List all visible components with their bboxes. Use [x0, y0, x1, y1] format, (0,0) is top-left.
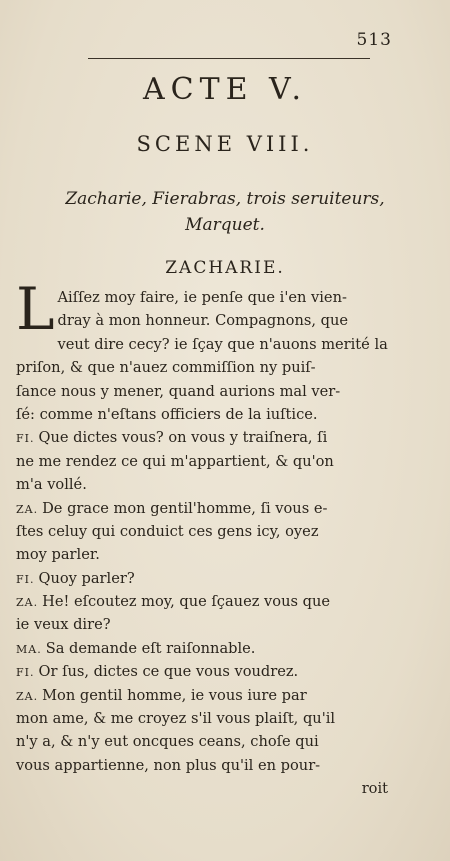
line-text: m'a vollé.: [16, 476, 87, 494]
text-line: [16, 754, 388, 777]
act-heading: ACTE V.: [142, 72, 308, 107]
line-text: roit: [361, 780, 388, 798]
scene-heading: SCENE VIII.: [136, 132, 314, 156]
line-text: n'y a, & n'y eut oncques ceans, choſe qui: [16, 733, 319, 751]
character-list: [0, 186, 450, 238]
text-line: [16, 637, 388, 660]
line-text: De grace mon gentil'homme, ſi vous e-: [42, 499, 328, 517]
line-text: Que dictes vous? on vous y traiſnera, ſi: [38, 429, 328, 447]
text-line: [16, 613, 388, 636]
text-line: [16, 473, 388, 496]
line-text: ſtes celuy qui conduict ces gens icy, oyez: [16, 522, 319, 540]
line-text: Or ſus, dictes ce que vous voudrez.: [38, 663, 299, 681]
text-line: [16, 543, 388, 566]
text-line: [16, 777, 388, 800]
text-line: [16, 660, 388, 683]
line-text: Mon gentil homme, ie vous iure par: [42, 686, 307, 704]
speaker-abbrev: MA.: [16, 642, 42, 656]
page-number: 513: [356, 30, 392, 50]
text-line: [16, 520, 388, 543]
line-text: ſance nous y mener, quand aurions mal ver-: [16, 382, 341, 400]
text-line: [16, 497, 388, 520]
text-line: [16, 356, 388, 379]
speaker-abbrev: FI.: [16, 432, 35, 446]
character-line: Zacharie, Fierabras, trois seruiteurs,: [65, 189, 385, 209]
line-text: ie veux dire?: [16, 616, 111, 634]
text-line: [16, 333, 388, 356]
line-text: Quoy parler?: [38, 569, 135, 587]
line-text: Sa demande eſt raiſonnable.: [45, 639, 256, 657]
speaker-abbrev: ZA.: [16, 689, 39, 703]
line-text: dray à mon honneur. Compagnons, que: [57, 312, 348, 330]
line-text: ſé: comme n'eſtans officiers de la iuſtice.: [16, 405, 318, 423]
speaker-abbrev: FI.: [16, 666, 35, 680]
text-line: [16, 286, 388, 309]
line-text: vous appartienne, non plus qu'il en pour-: [16, 756, 321, 774]
character-line: Marquet.: [185, 215, 265, 235]
text-line: [16, 684, 388, 707]
text-line: [16, 426, 388, 449]
text-line: [16, 309, 388, 332]
text-line: [16, 567, 388, 590]
line-text: priſon, & que n'auez commiſſion ny puiſ-: [16, 359, 316, 377]
text-line: [16, 730, 388, 753]
line-text: moy parler.: [16, 546, 100, 564]
text-line: [16, 707, 388, 730]
speaker-abbrev: ZA.: [16, 596, 39, 610]
text-line: [16, 590, 388, 613]
dialogue-body: [16, 275, 388, 801]
drop-cap: L: [16, 275, 55, 343]
line-text: veut dire cecy? ie ſçay que n'auons merité la: [57, 335, 388, 353]
line-text: mon ame, & me croyez s'il vous plaiſt, qu'il: [16, 710, 336, 728]
speaker-heading: ZACHARIE.: [165, 258, 285, 278]
speaker-abbrev: FI.: [16, 572, 35, 586]
text-line: [16, 403, 388, 426]
speaker-abbrev: ZA.: [16, 502, 39, 516]
line-text: He! eſcoutez moy, que ſçauez vous que: [42, 593, 330, 611]
text-line: [16, 380, 388, 403]
header-rule: [88, 58, 370, 59]
line-text: Aiſſez moy faire, ie penſe que i'en vien-: [57, 289, 347, 306]
text-line: [16, 450, 388, 473]
line-text: ne me rendez ce qui m'appartient, & qu'on: [16, 452, 334, 470]
